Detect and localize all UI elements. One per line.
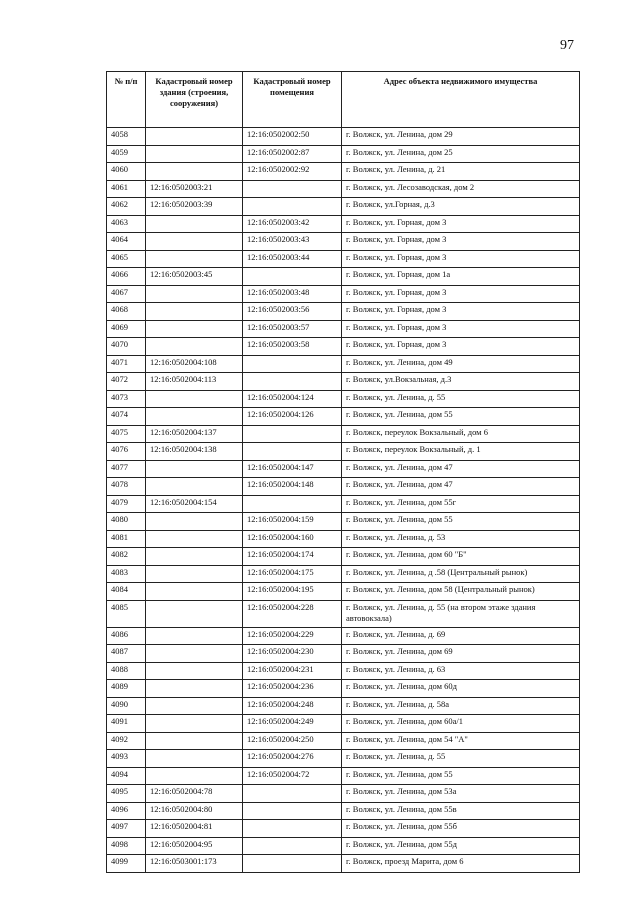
- premises-cadastral-cell: [243, 425, 342, 443]
- table-row: [107, 785, 580, 803]
- row-number-cell: 4074: [107, 408, 146, 426]
- table-row: [107, 268, 580, 286]
- table-row: [107, 250, 580, 268]
- table-row: [107, 680, 580, 698]
- premises-cadastral-cell: 12:16:0502003:42: [243, 215, 342, 233]
- premises-cadastral-cell: 12:16:0502004:236: [243, 680, 342, 698]
- premises-cadastral-cell: 12:16:0502004:126: [243, 408, 342, 426]
- building-cadastral-cell: [146, 408, 243, 426]
- table-row: [107, 390, 580, 408]
- address-cell: г. Волжск, переулок Вокзальный, дом 6: [342, 425, 580, 443]
- row-number-cell: 4095: [107, 785, 146, 803]
- address-cell: г. Волжск, ул. Ленина, дом 47: [342, 460, 580, 478]
- premises-cadastral-cell: 12:16:0502004:160: [243, 530, 342, 548]
- row-number-cell: 4062: [107, 198, 146, 216]
- table-row: [107, 732, 580, 750]
- table-row: [107, 443, 580, 461]
- row-number-cell: 4073: [107, 390, 146, 408]
- row-number-cell: 4083: [107, 565, 146, 583]
- address-cell: г. Волжск, ул. Ленина, дом 60 "Б": [342, 548, 580, 566]
- table-row: [107, 565, 580, 583]
- address-cell: г. Волжск, ул. Ленина, дом 55: [342, 767, 580, 785]
- building-cadastral-cell: [146, 215, 243, 233]
- premises-cadastral-cell: [243, 443, 342, 461]
- address-cell: г. Волжск, ул. Горная, дом 3: [342, 303, 580, 321]
- table-row: [107, 373, 580, 391]
- table-row: [107, 697, 580, 715]
- table-row: [107, 837, 580, 855]
- table-row: [107, 662, 580, 680]
- table-row: [107, 715, 580, 733]
- row-number-cell: 4089: [107, 680, 146, 698]
- address-cell: г. Волжск, ул. Ленина, д. 55 (на втором этаже здания автовокзала): [342, 600, 580, 627]
- premises-cadastral-cell: 12:16:0502002:92: [243, 163, 342, 181]
- building-cadastral-cell: 12:16:0502003:45: [146, 268, 243, 286]
- building-cadastral-cell: 12:16:0502004:108: [146, 355, 243, 373]
- premises-cadastral-cell: 12:16:0502004:229: [243, 627, 342, 645]
- building-cadastral-cell: [146, 697, 243, 715]
- building-cadastral-cell: [146, 320, 243, 338]
- address-cell: г. Волжск, проезд Марита, дом 6: [342, 855, 580, 873]
- address-cell: г. Волжск, ул. Лесозаводская, дом 2: [342, 180, 580, 198]
- building-cadastral-cell: [146, 233, 243, 251]
- premises-cadastral-cell: 12:16:0502002:50: [243, 128, 342, 146]
- building-cadastral-cell: [146, 767, 243, 785]
- address-cell: г. Волжск, ул. Ленина, д. 55: [342, 390, 580, 408]
- address-cell: г. Волжск, ул. Ленина, дом 55: [342, 408, 580, 426]
- premises-cadastral-cell: 12:16:0502004:175: [243, 565, 342, 583]
- row-number-cell: 4059: [107, 145, 146, 163]
- table-row: [107, 802, 580, 820]
- premises-cadastral-cell: 12:16:0502003:43: [243, 233, 342, 251]
- table-row: [107, 338, 580, 356]
- row-number-cell: 4080: [107, 513, 146, 531]
- row-number-cell: 4072: [107, 373, 146, 391]
- table-row: [107, 233, 580, 251]
- table-row: [107, 855, 580, 873]
- header-address: Адрес объекта недвижимого имущества: [342, 72, 580, 128]
- premises-cadastral-cell: 12:16:0502004:124: [243, 390, 342, 408]
- building-cadastral-cell: [146, 732, 243, 750]
- table-row: [107, 425, 580, 443]
- table-row: [107, 198, 580, 216]
- row-number-cell: 4087: [107, 645, 146, 663]
- table-row: [107, 767, 580, 785]
- premises-cadastral-cell: [243, 198, 342, 216]
- premises-cadastral-cell: [243, 373, 342, 391]
- address-cell: г. Волжск, ул. Ленина, д. 55: [342, 750, 580, 768]
- premises-cadastral-cell: 12:16:0502003:56: [243, 303, 342, 321]
- address-cell: г. Волжск, ул. Ленина, д. 69: [342, 627, 580, 645]
- table-row: [107, 408, 580, 426]
- building-cadastral-cell: 12:16:0502004:78: [146, 785, 243, 803]
- address-cell: г. Волжск, ул. Ленина, дом 29: [342, 128, 580, 146]
- address-cell: г. Волжск, ул. Горная, дом 3: [342, 285, 580, 303]
- address-cell: г. Волжск, ул. Горная, дом 1а: [342, 268, 580, 286]
- building-cadastral-cell: [146, 250, 243, 268]
- premises-cadastral-cell: 12:16:0502004:72: [243, 767, 342, 785]
- address-cell: г. Волжск, ул. Ленина, дом 55б: [342, 820, 580, 838]
- premises-cadastral-cell: 12:16:0502004:276: [243, 750, 342, 768]
- table-row: [107, 478, 580, 496]
- address-cell: г. Волжск, ул. Ленина, д .58 (Центральный рынок): [342, 565, 580, 583]
- row-number-cell: 4077: [107, 460, 146, 478]
- building-cadastral-cell: 12:16:0502003:21: [146, 180, 243, 198]
- address-cell: г. Волжск, ул. Ленина, д. 63: [342, 662, 580, 680]
- building-cadastral-cell: [146, 303, 243, 321]
- premises-cadastral-cell: 12:16:0502004:250: [243, 732, 342, 750]
- address-cell: г. Волжск, ул. Ленина, дом 69: [342, 645, 580, 663]
- page-number: 97: [560, 38, 574, 53]
- table-row: [107, 513, 580, 531]
- building-cadastral-cell: [146, 460, 243, 478]
- premises-cadastral-cell: [243, 855, 342, 873]
- address-cell: г. Волжск, переулок Вокзальный, д. 1: [342, 443, 580, 461]
- building-cadastral-cell: [146, 645, 243, 663]
- building-cadastral-cell: 12:16:0502004:138: [146, 443, 243, 461]
- table-row: [107, 285, 580, 303]
- row-number-cell: 4061: [107, 180, 146, 198]
- building-cadastral-cell: [146, 513, 243, 531]
- building-cadastral-cell: [146, 750, 243, 768]
- building-cadastral-cell: 12:16:0503001:173: [146, 855, 243, 873]
- building-cadastral-cell: [146, 530, 243, 548]
- row-number-cell: 4068: [107, 303, 146, 321]
- building-cadastral-cell: [146, 338, 243, 356]
- table-row: [107, 583, 580, 601]
- premises-cadastral-cell: [243, 180, 342, 198]
- address-cell: г. Волжск, ул. Ленина, дом 60д: [342, 680, 580, 698]
- row-number-cell: 4086: [107, 627, 146, 645]
- address-cell: г. Волжск, ул.Вокзальная, д.3: [342, 373, 580, 391]
- row-number-cell: 4066: [107, 268, 146, 286]
- premises-cadastral-cell: [243, 837, 342, 855]
- address-cell: г. Волжск, ул. Ленина, дом 53а: [342, 785, 580, 803]
- row-number-cell: 4064: [107, 233, 146, 251]
- row-number-cell: 4078: [107, 478, 146, 496]
- row-number-cell: 4067: [107, 285, 146, 303]
- row-number-cell: 4082: [107, 548, 146, 566]
- address-cell: г. Волжск, ул. Ленина, дом 55д: [342, 837, 580, 855]
- premises-cadastral-cell: 12:16:0502004:249: [243, 715, 342, 733]
- table-row: [107, 180, 580, 198]
- building-cadastral-cell: [146, 583, 243, 601]
- row-number-cell: 4090: [107, 697, 146, 715]
- premises-cadastral-cell: 12:16:0502004:147: [243, 460, 342, 478]
- table-row: [107, 750, 580, 768]
- table-row: [107, 820, 580, 838]
- address-cell: г. Волжск, ул. Ленина, д. 58а: [342, 697, 580, 715]
- address-cell: г. Волжск, ул. Горная, дом 3: [342, 215, 580, 233]
- building-cadastral-cell: [146, 285, 243, 303]
- premises-cadastral-cell: [243, 820, 342, 838]
- row-number-cell: 4076: [107, 443, 146, 461]
- table-row: [107, 128, 580, 146]
- table-row: [107, 460, 580, 478]
- row-number-cell: 4094: [107, 767, 146, 785]
- row-number-cell: 4060: [107, 163, 146, 181]
- table-row: [107, 163, 580, 181]
- address-cell: г. Волжск, ул. Ленина, д. 53: [342, 530, 580, 548]
- table-row: [107, 530, 580, 548]
- table-row: [107, 600, 580, 627]
- building-cadastral-cell: [146, 715, 243, 733]
- building-cadastral-cell: [146, 600, 243, 627]
- premises-cadastral-cell: 12:16:0502003:44: [243, 250, 342, 268]
- row-number-cell: 4098: [107, 837, 146, 855]
- address-cell: г. Волжск, ул. Ленина, дом 54 "А": [342, 732, 580, 750]
- address-cell: г. Волжск, ул. Ленина, дом 55г: [342, 495, 580, 513]
- table-header-row: [107, 72, 580, 128]
- building-cadastral-cell: [146, 128, 243, 146]
- address-cell: г. Волжск, ул. Ленина, дом 55в: [342, 802, 580, 820]
- building-cadastral-cell: 12:16:0502004:81: [146, 820, 243, 838]
- table-row: [107, 548, 580, 566]
- table-row: [107, 627, 580, 645]
- row-number-cell: 4058: [107, 128, 146, 146]
- building-cadastral-cell: [146, 163, 243, 181]
- header-row-number: № п/п: [107, 72, 146, 128]
- row-number-cell: 4099: [107, 855, 146, 873]
- table-row: [107, 303, 580, 321]
- address-cell: г. Волжск, ул. Ленина, дом 25: [342, 145, 580, 163]
- premises-cadastral-cell: [243, 268, 342, 286]
- building-cadastral-cell: 12:16:0502004:113: [146, 373, 243, 391]
- premises-cadastral-cell: 12:16:0502004:248: [243, 697, 342, 715]
- building-cadastral-cell: [146, 662, 243, 680]
- building-cadastral-cell: [146, 627, 243, 645]
- address-cell: г. Волжск, ул. Горная, дом 3: [342, 320, 580, 338]
- premises-cadastral-cell: 12:16:0502003:58: [243, 338, 342, 356]
- address-cell: г. Волжск, ул. Ленина, дом 47: [342, 478, 580, 496]
- premises-cadastral-cell: 12:16:0502004:228: [243, 600, 342, 627]
- premises-cadastral-cell: 12:16:0502003:48: [243, 285, 342, 303]
- row-number-cell: 4063: [107, 215, 146, 233]
- row-number-cell: 4088: [107, 662, 146, 680]
- table-row: [107, 320, 580, 338]
- header-building-cadastral: Кадастровый номер здания (строения, сооружения): [146, 72, 243, 128]
- premises-cadastral-cell: [243, 802, 342, 820]
- row-number-cell: 4093: [107, 750, 146, 768]
- address-cell: г. Волжск, ул. Горная, дом 3: [342, 250, 580, 268]
- row-number-cell: 4070: [107, 338, 146, 356]
- building-cadastral-cell: 12:16:0502004:137: [146, 425, 243, 443]
- address-cell: г. Волжск, ул. Ленина, дом 49: [342, 355, 580, 373]
- row-number-cell: 4085: [107, 600, 146, 627]
- premises-cadastral-cell: 12:16:0502004:231: [243, 662, 342, 680]
- address-cell: г. Волжск, ул. Ленина, д. 21: [342, 163, 580, 181]
- premises-cadastral-cell: 12:16:0502004:148: [243, 478, 342, 496]
- building-cadastral-cell: [146, 548, 243, 566]
- premises-cadastral-cell: 12:16:0502003:57: [243, 320, 342, 338]
- premises-cadastral-cell: 12:16:0502004:174: [243, 548, 342, 566]
- table-row: [107, 145, 580, 163]
- premises-cadastral-cell: 12:16:0502004:230: [243, 645, 342, 663]
- premises-cadastral-cell: [243, 355, 342, 373]
- building-cadastral-cell: 12:16:0502004:95: [146, 837, 243, 855]
- row-number-cell: 4097: [107, 820, 146, 838]
- row-number-cell: 4084: [107, 583, 146, 601]
- premises-cadastral-cell: [243, 495, 342, 513]
- building-cadastral-cell: [146, 390, 243, 408]
- row-number-cell: 4096: [107, 802, 146, 820]
- building-cadastral-cell: [146, 680, 243, 698]
- address-cell: г. Волжск, ул. Ленина, дом 60а/1: [342, 715, 580, 733]
- table-row: [107, 495, 580, 513]
- table-row: [107, 355, 580, 373]
- building-cadastral-cell: 12:16:0502004:80: [146, 802, 243, 820]
- table-row: [107, 645, 580, 663]
- property-registry-table: [106, 71, 580, 873]
- premises-cadastral-cell: 12:16:0502004:195: [243, 583, 342, 601]
- building-cadastral-cell: 12:16:0502003:39: [146, 198, 243, 216]
- row-number-cell: 4075: [107, 425, 146, 443]
- row-number-cell: 4091: [107, 715, 146, 733]
- row-number-cell: 4069: [107, 320, 146, 338]
- row-number-cell: 4092: [107, 732, 146, 750]
- row-number-cell: 4071: [107, 355, 146, 373]
- building-cadastral-cell: 12:16:0502004:154: [146, 495, 243, 513]
- building-cadastral-cell: [146, 565, 243, 583]
- premises-cadastral-cell: [243, 785, 342, 803]
- row-number-cell: 4065: [107, 250, 146, 268]
- header-premises-cadastral: Кадастровый номер помещения: [243, 72, 342, 128]
- row-number-cell: 4081: [107, 530, 146, 548]
- address-cell: г. Волжск, ул.Горная, д.3: [342, 198, 580, 216]
- premises-cadastral-cell: 12:16:0502002:87: [243, 145, 342, 163]
- building-cadastral-cell: [146, 145, 243, 163]
- address-cell: г. Волжск, ул. Ленина, дом 58 (Центральный рынок): [342, 583, 580, 601]
- table-row: [107, 215, 580, 233]
- row-number-cell: 4079: [107, 495, 146, 513]
- building-cadastral-cell: [146, 478, 243, 496]
- address-cell: г. Волжск, ул. Ленина, дом 55: [342, 513, 580, 531]
- address-cell: г. Волжск, ул. Горная, дом 3: [342, 338, 580, 356]
- premises-cadastral-cell: 12:16:0502004:159: [243, 513, 342, 531]
- address-cell: г. Волжск, ул. Горная, дом 3: [342, 233, 580, 251]
